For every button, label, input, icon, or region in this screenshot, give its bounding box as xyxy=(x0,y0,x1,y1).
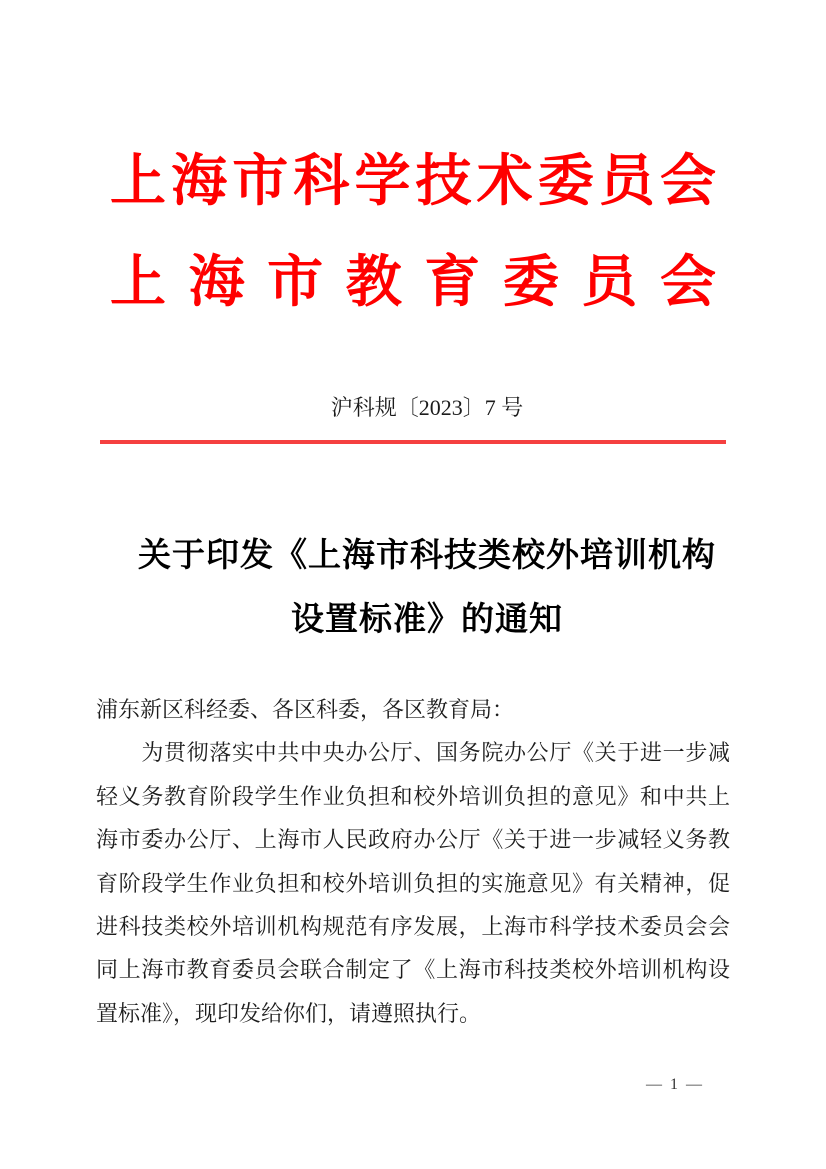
document-title xyxy=(96,524,758,652)
red-divider-line xyxy=(100,440,726,444)
salutation-line: 浦东新区科经委、各区科委，各区教育局： xyxy=(96,697,515,722)
letterhead-org-name-2: 上 海 市 教 育 委 员 会 xyxy=(110,252,716,314)
document-number: 沪科规〔2023〕7 号 xyxy=(330,395,524,420)
document-title-line-1: 关于印发《上海市科技类校外培训机构 xyxy=(138,538,716,574)
paragraph-line: 海市委办公厅、上海市人民政府办公厅《关于进一步减轻义务教 xyxy=(96,827,730,853)
paragraph-line: 为贯彻落实中共中央办公厅、国务院办公厅《关于进一步减 xyxy=(96,740,730,766)
paragraph-line: 进科技类校外培训机构规范有序发展，上海市科学技术委员会会 xyxy=(96,913,730,939)
paragraph-line-last: 置标准》，现印发给你们，请遵照执行。 xyxy=(96,1000,482,1026)
letterhead-org-name-1: 上 海 市 科 学 技 术 委 员 会 xyxy=(110,151,716,213)
document-body xyxy=(96,688,730,1035)
paragraph-line: 育阶段学生作业负担和校外培训负担的实施意见》有关精神，促 xyxy=(96,870,730,896)
document-title-line-2: 设置标准》的通知 xyxy=(291,602,563,638)
page-number: — 1 — xyxy=(646,1076,704,1093)
paragraph-line: 轻义务教育阶段学生作业负担和校外培训负担的意见》和中共上 xyxy=(96,783,730,809)
paragraph-line: 同上海市教育委员会联合制定了《上海市科技类校外培训机构设 xyxy=(96,957,730,983)
